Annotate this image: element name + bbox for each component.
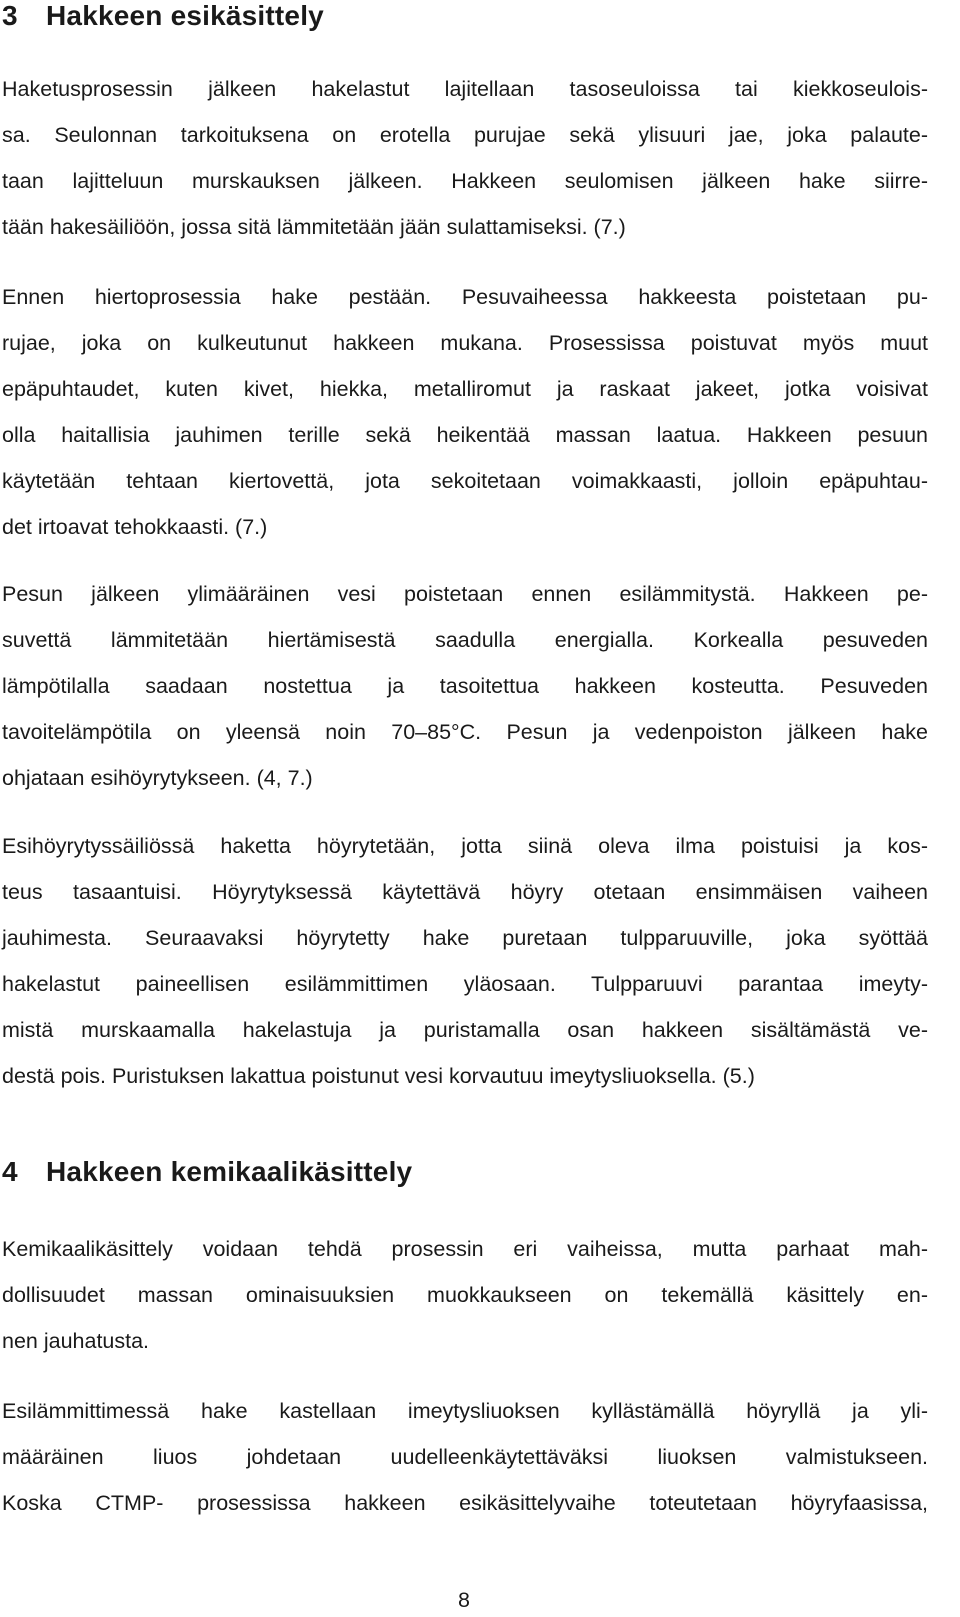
section-4-number: 4 <box>2 1156 18 1187</box>
text-line: Pesun jälkeen ylimääräinen vesi poistetaan ennen esilämmitystä. Hakkeen pe- <box>2 582 928 606</box>
section-4-paragraph-1 <box>2 1226 928 1364</box>
section-3-title: Hakkeen esikäsittely <box>46 0 324 31</box>
text-line: olla haitallisia jauhimen terille sekä heikentää massan laatua. Hakkeen pesuun <box>2 423 928 447</box>
page-number: 8 <box>458 1588 470 1612</box>
text-line: det irtoavat tehokkaasti. (7.) <box>2 515 268 539</box>
text-line: ohjataan esihöyrytykseen. (4, 7.) <box>2 766 313 790</box>
text-line: suvettä lämmitetään hiertämisestä saadulla energialla. Korkealla pesuveden <box>2 628 928 652</box>
section-3-heading <box>2 0 324 32</box>
text-line: rujae, joka on kulkeutunut hakkeen mukana. Prosessissa poistuvat myös muut <box>2 331 928 355</box>
text-line: tään hakesäiliöön, jossa sitä lämmitetään jään sulattamiseksi. (7.) <box>2 215 626 239</box>
text-line: tavoitelämpötila on yleensä noin 70–85°C. Pesun ja vedenpoiston jälkeen hake <box>2 720 928 744</box>
text-line: jauhimesta. Seuraavaksi höyrytetty hake puretaan tulpparuuville, joka syöttää <box>2 926 928 950</box>
section-4-title: Hakkeen kemikaalikäsittely <box>46 1156 413 1187</box>
text-line: epäpuhtaudet, kuten kivet, hiekka, metalliromut ja raskaat jakeet, jotka voisivat <box>2 377 928 401</box>
text-line: destä pois. Puristuksen lakattua poistunut vesi korvautuu imeytysliuoksella. (5.) <box>2 1064 755 1088</box>
section-3-paragraph-2 <box>2 274 928 550</box>
text-line: Esihöyrytyssäiliössä haketta höyrytetään, jotta siinä oleva ilma poistuisi ja kos- <box>2 834 928 858</box>
text-line: Haketusprosessin jälkeen hakelastut lajitellaan tasoseuloissa tai kiekkoseulois- <box>2 77 928 101</box>
section-3-paragraph-4 <box>2 823 928 1099</box>
text-line: hakelastut paineellisen esilämmittimen yläosaan. Tulpparuuvi parantaa imeyty- <box>2 972 928 996</box>
text-line: dollisuudet massan ominaisuuksien muokkaukseen on tekemällä käsittely en- <box>2 1283 928 1307</box>
section-4-paragraph-2 <box>2 1388 928 1526</box>
section-4-heading <box>2 1156 412 1188</box>
text-line: Kemikaalikäsittely voidaan tehdä prosessin eri vaiheissa, mutta parhaat mah- <box>2 1237 928 1261</box>
text-line: määräinen liuos johdetaan uudelleenkäytettäväksi liuoksen valmistukseen. <box>2 1445 928 1469</box>
text-line: lämpötilalla saadaan nostettua ja tasoitettua hakkeen kosteutta. Pesuveden <box>2 674 928 698</box>
text-line: Ennen hiertoprosessia hake pestään. Pesuvaiheessa hakkeesta poistetaan pu- <box>2 285 928 309</box>
section-3-number: 3 <box>2 0 18 31</box>
section-3-paragraph-1 <box>2 66 928 250</box>
text-line: nen jauhatusta. <box>2 1329 150 1353</box>
text-line: mistä murskaamalla hakelastuja ja puristamalla osan hakkeen sisältämästä ve- <box>2 1018 928 1042</box>
text-line: sa. Seulonnan tarkoituksena on erotella purujae sekä ylisuuri jae, joka palaute- <box>2 123 928 147</box>
text-line: Koska CTMP- prosessissa hakkeen esikäsittelyvaihe toteutetaan höyryfaasissa, <box>2 1491 928 1515</box>
text-line: Esilämmittimessä hake kastellaan imeytysliuoksen kyllästämällä höyryllä ja yli- <box>2 1399 928 1423</box>
text-line: käytetään tehtaan kiertovettä, jota sekoitetaan voimakkaasti, jolloin epäpuhtau- <box>2 469 928 493</box>
text-line: teus tasaantuisi. Höyrytyksessä käytettävä höyry otetaan ensimmäisen vaiheen <box>2 880 928 904</box>
text-line: taan lajitteluun murskauksen jälkeen. Hakkeen seulomisen jälkeen hake siirre- <box>2 169 928 193</box>
section-3-paragraph-3 <box>2 571 928 801</box>
